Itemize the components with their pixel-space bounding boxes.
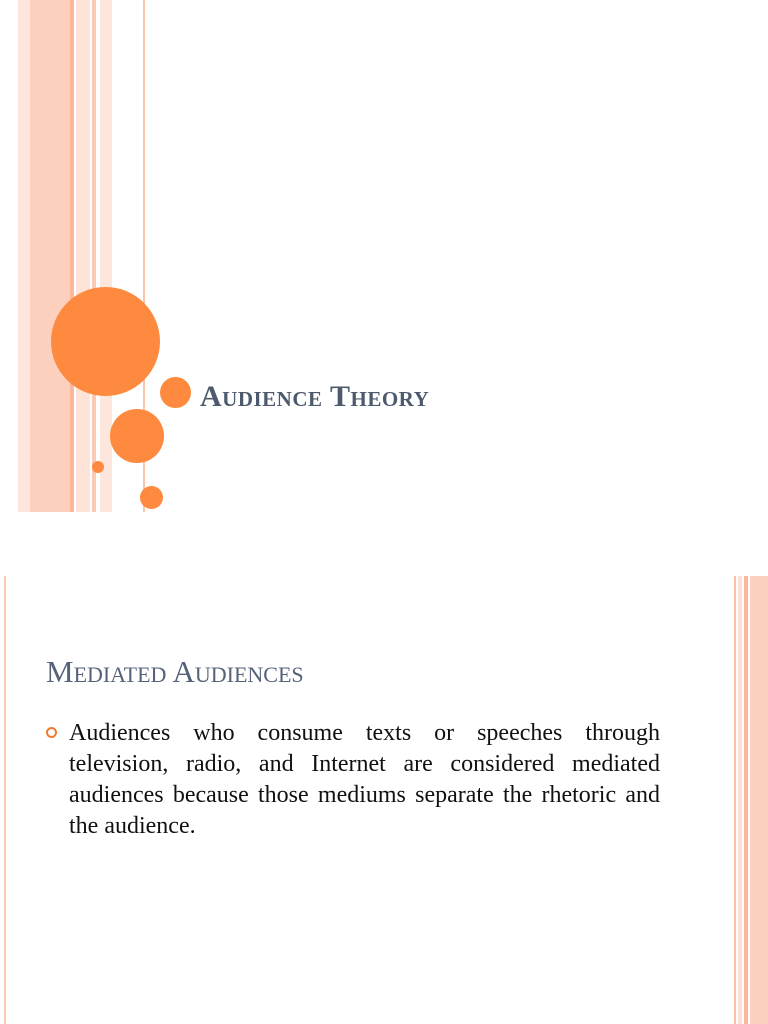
decorative-circle-small xyxy=(140,486,163,509)
decorative-circle-medium xyxy=(110,409,164,463)
slide-title: Mediated Audiences xyxy=(46,654,304,689)
decorative-stripe xyxy=(30,0,70,512)
decorative-stripe xyxy=(18,0,30,512)
decorative-stripe xyxy=(738,576,742,1024)
decorative-stripe xyxy=(76,0,90,512)
decorative-circle-tiny xyxy=(92,461,104,473)
bullet-circle-icon xyxy=(46,727,57,738)
decorative-stripe xyxy=(92,0,96,512)
decorative-circle-large xyxy=(51,287,160,396)
decorative-stripe xyxy=(750,576,768,1024)
decorative-stripe xyxy=(744,576,748,1024)
decorative-stripe xyxy=(70,0,74,512)
content-slide xyxy=(0,576,768,1024)
slide-title: Audience Theory xyxy=(200,380,430,413)
bullet-item xyxy=(46,718,660,842)
decorative-stripe xyxy=(4,576,6,1024)
decorative-circle-small xyxy=(160,377,191,408)
decorative-stripe xyxy=(734,576,736,1024)
bullet-text: Audiences who consume texts or speeches through television, radio, and Internet are considered mediated audiences because those mediums separate the rhetoric and the audience. xyxy=(69,720,660,839)
